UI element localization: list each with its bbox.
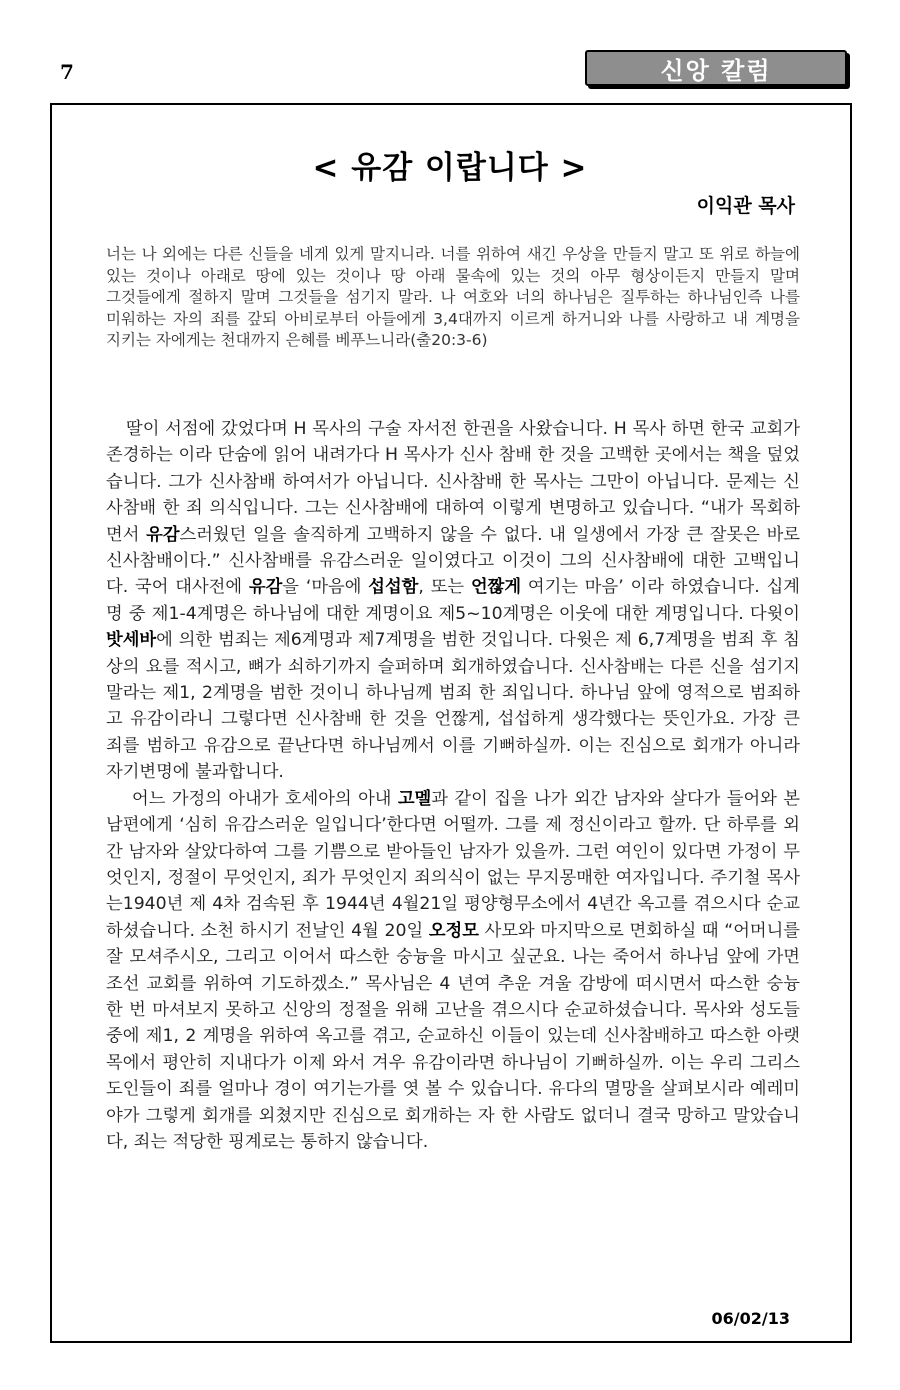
emphasis-text: 고멜 bbox=[397, 788, 432, 809]
section-tab: 신앙 칼럼 bbox=[585, 50, 847, 86]
emphasis-text: 오정모 bbox=[428, 920, 479, 941]
text-span: 을 ‘마음에 bbox=[282, 577, 369, 598]
article-author: 이익관 목사 bbox=[696, 195, 795, 217]
emphasis-text: 밧세바 bbox=[106, 630, 157, 651]
text-span: , 또는 bbox=[418, 577, 471, 598]
article-date: 06/02/13 bbox=[711, 1309, 790, 1328]
emphasis-text: 유감 bbox=[248, 577, 283, 598]
text-span: 여기는 마음’ 이라 하였습니다. 십계명 중 제1-4계명은 하나님에 대한 계명이요 제5~10계명은 이웃에 대한 계명입니다. 다윗이 bbox=[106, 577, 800, 624]
emphasis-text: 섭섭함 bbox=[368, 577, 419, 598]
article-title: < 유감 이랍니다 > bbox=[312, 150, 588, 186]
paragraph-1 bbox=[106, 416, 800, 786]
scripture-quote: 너는 나 외에는 다른 신들을 네게 있게 말지니라. 너를 위하여 새긴 우상을 만들지 말고 또 위로 하늘에 있는 것이나 아래로 땅에 있는 것이나 땅 아래 물속에 있는 것의 아무 형상이든지 만들지 말며 그것들에게 절하지 말며 그것들을 섬기지 말라. 나 여호와 너의 하나님은 질투하는 하나님인즉 나를 미워하는 자의 죄를 갚되 아비로부터 아들에게 3,4대까지 이르게 하거니와 나를 사랑하고 내 계명을 지키는 자에게는 천대까지 은혜를 베푸느니라(출20:3-6) bbox=[106, 245, 800, 350]
text-span: 딸이 서점에 갔었다며 H 목사의 구술 자서전 한권을 사왔습니다. H 목사 하면 한국 교회가 존경하는 이라 단숨에 읽어 내려가다 H 목사가 신사 참배 한 것을 고백한 곳에서는 책을 덮었습니다. 그가 신사참배 하여서가 아닙니다. 신사참배 한 목사는 그만이 아닙니다. 문제는 신사참배 한 죄 의식입니다. 그는 신사참배에 대하여 이렇게 변명하고 있습니다. “내가 목회하면서 bbox=[106, 419, 800, 545]
text-span: 에 의한 범죄는 제6계명과 제7계명을 범한 것입니다. 다윗은 제 6,7계명을 범죄 후 침상의 요를 적시고, 뼈가 쇠하기까지 슬퍼하며 회개하였습니다. 신사참배는 다른 신을 섬기지 말라는 제1, 2계명을 범한 것이니 하나님께 범죄 한 죄입니다. 하나님 앞에 영적으로 범죄하고 유감이라니 그렇다면 신사참배 한 것을 언짢게, 섭섭하게 생각했다는 뜻인가요. 가장 큰 죄를 범하고 유감으로 끝난다면 하나님께서 이를 기뻐하실까. 이는 진심으로 회개가 아니라 자기변명에 불과합니다. bbox=[106, 630, 800, 783]
text-span: 어느 가정의 아내가 호세아의 아내 bbox=[132, 788, 398, 809]
text-span: 사모와 마지막으로 면회하실 때 “어머니를 잘 모셔주시오, 그리고 이어서 따스한 숭늉을 마시고 싶군요. 나는 죽어서 하나님 앞에 가면 조선 교회를 위하여 기도하겠소.” 목사님은 4 년여 추운 겨울 감방에 떠시면서 따스한 숭늉 한 번 마셔보지 못하고 신앙의 정절을 위해 고난을 겪으시다 순교하셨습니다. 목사와 성도들 중에 제1, 2 계명을 위하여 옥고를 겪고, 순교하신 이들이 있는데 신사참배하고 따스한 아랫목에서 평안히 지내다가 이제 와서 겨우 유감이라면 하나님이 기뻐하실까. 이는 우리 그리스도인들이 죄를 얼마나 경이 여기는가를 엿 볼 수 있습니다. 유다의 멸망을 살펴보시라 예레미야가 그렇게 회개를 외쳤지만 진심으로 회개하는 자 한 사람도 없더니 결국 망하고 말았습니다, 죄는 적당한 핑계로는 통하지 않습니다. bbox=[106, 920, 801, 1152]
text-span: 스러웠던 일을 솔직하게 고백하지 않을 수 없다. 내 일생에서 가장 큰 잘못은 바로 신사참배이다.” 신사참배를 유감스러운 일이였다고 이것이 그의 신사참배에 대한 고백입니다. 국어 대사전에 bbox=[106, 524, 800, 598]
paragraph-2 bbox=[106, 786, 800, 1156]
article-body bbox=[106, 416, 800, 1155]
emphasis-text: 유감 bbox=[146, 524, 180, 545]
emphasis-text: 언짢게 bbox=[470, 577, 522, 598]
page-number: 7 bbox=[60, 60, 74, 84]
text-span: 과 같이 집을 나가 외간 남자와 살다가 들어와 본 남편에게 ‘심히 유감스러운 일입니다’한다면 어떨까. 그를 제 정신이라고 할까. 단 하루를 외간 남자와 살았다하여 그를 기쁨으로 받아들인 남자가 있을까. 그런 여인이 있다면 가정이 무엇인지, 정절이 무엇인지, 죄가 무엇인지 죄의식이 없는 무지몽매한 여자입니다. 주기철 목사는1940년 제 4차 검속된 후 1944년 4월21일 평양형무소에서 4년간 옥고를 겪으시다 순교하셨습니다. 소천 하시기 전날인 4월 20일 bbox=[106, 788, 800, 941]
